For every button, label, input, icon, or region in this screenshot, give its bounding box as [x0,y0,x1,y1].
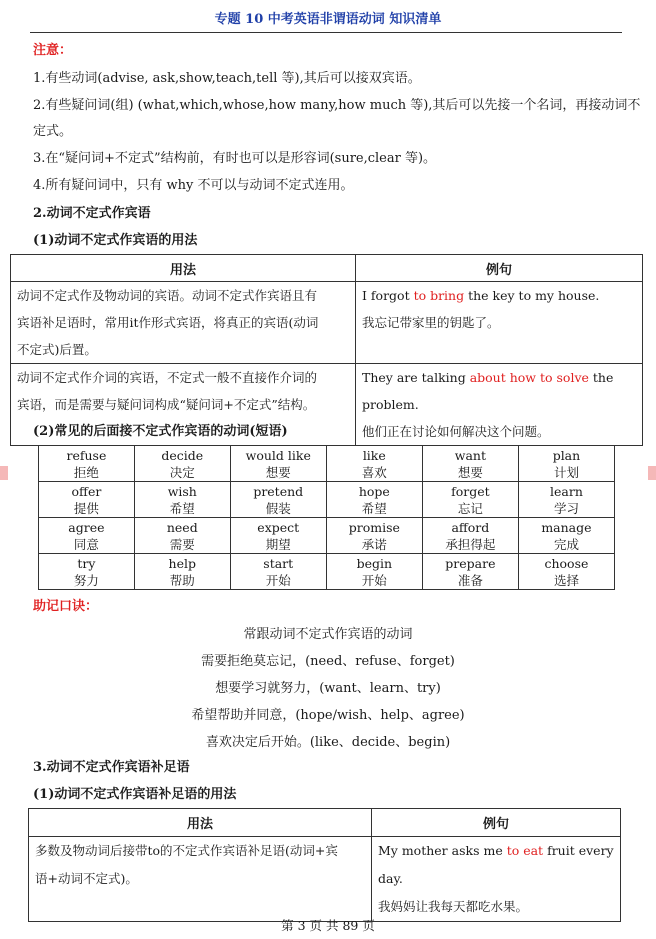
usage-line: 宾语，而是需要与疑问词构成“疑问词+不定式”结构。 [17,397,316,412]
verb-english: afford [451,519,490,535]
verb-english: forget [451,483,490,499]
usage-line: 动词不定式作及物动词的宾语。动词不定式作宾语且有 [17,288,318,303]
infinitive-object-usage-table [10,254,643,446]
verb-cell [134,554,230,590]
verb-cell [230,446,326,482]
example-sentence: My mother asks me to eat fruit every day. [378,843,614,886]
verb-english: refuse [66,447,107,463]
verb-cell [230,482,326,518]
verb-english: agree [68,519,105,535]
verb-chinese: 想要 [457,464,483,480]
table-header-example: 例句 [356,255,643,282]
verb-cell [422,518,518,554]
verb-english: choose [544,555,589,571]
section2-title: 2.动词不定式作宾语 [33,206,151,221]
verb-english: decide [161,447,204,463]
left-edge-mark [0,466,8,480]
mnemonic-heading: 助记口诀： [33,599,99,614]
mnemonic-line: 希望帮助并同意，(hope/wish、help、agree) [191,708,465,723]
example-cell [356,282,643,364]
verb-english: start [263,555,294,571]
verb-chinese: 提供 [73,500,99,516]
usage-line: 宾语补足语时，常用it作形式宾语，将真正的宾语(动词 [17,315,319,330]
mnemonic-line: 常跟动词不定式作宾语的动词 [243,627,413,642]
verb-chinese: 期望 [265,536,291,552]
usage-line: 动词不定式作介词的宾语，不定式一般不直接作介词的 [17,370,318,385]
table-header-usage: 用法 [29,809,372,837]
verb-chinese: 假装 [265,500,291,516]
verb-chinese: 准备 [457,572,483,588]
page-header-title: 专题 10 中考英语非谓语动词 知识清单 [214,12,442,27]
verb-chinese: 计划 [553,464,579,480]
verb-chinese: 帮助 [169,572,195,588]
verb-english: promise [348,519,400,535]
verb-english: pretend [253,483,304,499]
verb-english: help [168,555,196,571]
verb-chinese: 想要 [265,464,291,480]
verb-english: would like [245,447,311,463]
page-footer: 第 3 页 共 89 页 [281,918,375,933]
verb-english: learn [550,483,583,499]
right-edge-mark [648,466,656,480]
mnemonic-line: 想要学习就努力，(want、learn、try) [215,681,441,696]
note-item-4: 4.所有疑问词中，只有 why 不可以与动词不定式连用。 [33,178,354,193]
note-item-3: 3.在“疑问词+不定式”结构前，有时也可以是形容词(sure,clear 等)。 [33,151,437,166]
table-row [29,837,621,922]
example-cell [356,364,643,446]
verb-chinese: 喜欢 [361,464,387,480]
verb-chinese: 选择 [553,572,579,588]
verb-chinese: 需要 [169,536,195,552]
verb-cell [518,518,614,554]
verb-list-table [38,445,615,590]
section3-title: 3.动词不定式作宾语补足语 [33,760,190,775]
table-row [11,282,643,364]
note-item-2-cont: 定式。 [33,124,73,139]
usage-cell [11,282,356,364]
verb-chinese: 忘记 [457,500,483,516]
verb-chinese: 希望 [169,500,195,516]
verb-cell [422,446,518,482]
verb-chinese: 开始 [265,572,291,588]
example-sentence: I forgot to bring the key to my house. [362,288,600,303]
note-item-2: 2.有些疑问词(组) (what,which,whose,how many,how much 等),其后可以先接一个名词，再接动词不 [33,98,641,113]
example-translation: 我忘记带家里的钥匙了。 [362,315,500,330]
verb-english: like [362,447,386,463]
verb-cell [39,446,135,482]
verb-cell [422,554,518,590]
verb-english: begin [356,555,393,571]
verb-cell [326,482,422,518]
verb-row [39,518,615,554]
mnemonic-line: 需要拒绝莫忘记，(need、refuse、forget) [201,654,455,669]
verb-english: hope [358,483,390,499]
verb-chinese: 拒绝 [73,464,99,480]
verb-chinese: 承担得起 [445,536,496,552]
verb-english: try [77,555,96,571]
note-item-1: 1.有些动词(advise, ask,show,teach,tell 等),其后可以接双宾语。 [33,71,421,86]
example-translation: 我妈妈让我每天都吃水果。 [378,899,529,914]
highlighted-infinitive: to eat [506,843,544,858]
verb-cell [39,482,135,518]
example-cell [372,837,621,922]
verb-cell [134,482,230,518]
verb-row [39,554,615,590]
infinitive-complement-usage-table [28,808,621,922]
verb-english: plan [552,447,581,463]
example-translation: 他们正在讨论如何解决这个问题。 [362,424,550,439]
usage-cell [29,837,372,922]
table-header-usage: 用法 [11,255,356,282]
verb-cell [326,518,422,554]
example-sentence: They are talking about how to solve the problem. [362,370,614,412]
usage-line: 不定式)后置。 [17,342,97,357]
section2-sub1: (1)动词不定式作宾语的用法 [33,233,198,248]
verb-cell [39,554,135,590]
verb-chinese: 承诺 [361,536,387,552]
verb-chinese: 希望 [361,500,387,516]
verb-row [39,446,615,482]
verb-chinese: 学习 [553,500,579,516]
verb-chinese: 同意 [73,536,99,552]
verb-english: expect [257,519,300,535]
verb-english: offer [71,483,102,499]
verb-cell [39,518,135,554]
verb-cell [518,482,614,518]
verb-english: manage [541,519,592,535]
verb-english: want [454,447,486,463]
verb-english: wish [167,483,197,499]
usage-line: 语+动词不定式)。 [35,871,138,886]
highlighted-infinitive: about how to solve [469,370,589,385]
verb-cell [134,518,230,554]
verb-chinese: 决定 [169,464,195,480]
verb-cell [518,446,614,482]
verb-chinese: 完成 [553,536,579,552]
verb-cell [230,518,326,554]
mnemonic-line: 喜欢决定后开始。(like、decide、begin) [205,735,451,750]
usage-line: 多数及物动词后接带to的不定式作宾语补足语(动词+宾 [35,843,338,858]
verb-cell [518,554,614,590]
verb-chinese: 开始 [361,572,387,588]
verb-cell [326,446,422,482]
header-divider [30,32,622,33]
verb-cell [422,482,518,518]
verb-cell [326,554,422,590]
section3-sub1: (1)动词不定式作宾语补足语的用法 [33,787,237,802]
verb-cell [134,446,230,482]
table-header-example: 例句 [372,809,621,837]
highlighted-infinitive: to bring [413,288,465,303]
notes-heading: 注意： [33,43,73,58]
verb-english: prepare [445,555,496,571]
verb-cell [230,554,326,590]
verb-chinese: 努力 [73,572,99,588]
verb-row [39,482,615,518]
section2-sub2: (2)常见的后面接不定式作宾语的动词(短语) [33,424,288,439]
verb-english: need [166,519,198,535]
